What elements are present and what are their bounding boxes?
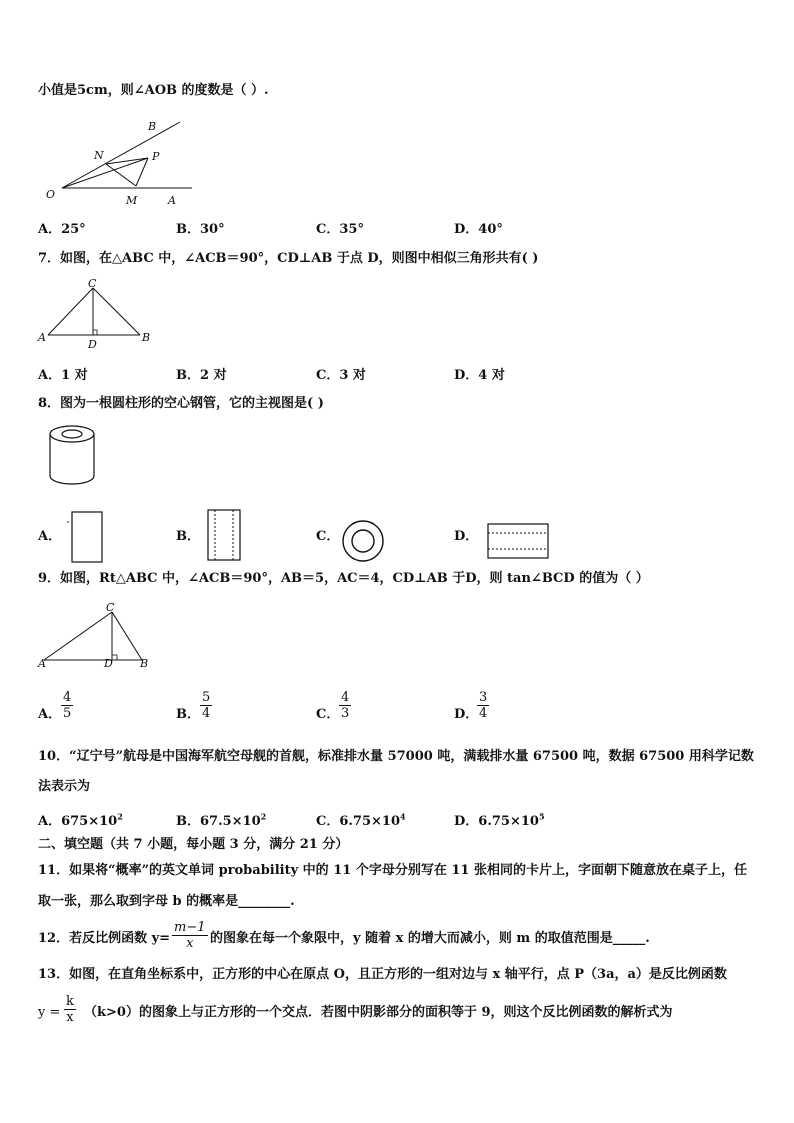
q7-label-A: A	[38, 331, 46, 344]
q11-line2: 取一张，那么取到字母 b 的概率是________.	[38, 894, 295, 909]
q8-option-d-rect-dashed	[484, 520, 554, 562]
q10-stem-line1: 10．“辽宁号”航母是中国海军航空母舰的首舰，标准排水量 57000 吨，满载排水量 67500 吨，数据 67500 用科学记数	[38, 749, 754, 764]
q8-pipe-figure	[44, 422, 104, 488]
q7-label-C: C	[88, 277, 97, 290]
q10-option-d: D．$6.75\times 10^5$	[454, 811, 545, 829]
q13-fraction: $\frac{k}{x}$	[66, 994, 74, 1025]
q9-option-d-fraction: $\frac{3}{4}$	[479, 690, 488, 721]
q13-line1: 13．如图，在直角坐标系中，正方形的中心在原点 O，且正方形的一组对边与 x 轴平行，点 P（3a，a）是反比例函数	[38, 967, 727, 982]
q8-option-b-letter: B．	[176, 529, 200, 544]
q7-label-B: B	[142, 331, 151, 344]
q7-option-b: B．2 对	[176, 368, 227, 383]
q12-fraction: $\frac{m-1}{x}$	[174, 920, 206, 951]
q6-label-P: P	[152, 150, 160, 163]
q6-figure	[40, 118, 210, 208]
q8-option-c-letter: C．	[316, 529, 340, 544]
q6-label-O: O	[46, 188, 56, 201]
q9-label-D: D	[104, 657, 113, 670]
q9-option-a-fraction: $\frac{4}{5}$	[63, 690, 72, 721]
q7-label-D: D	[88, 338, 97, 351]
q6-option-b: B．30°	[176, 222, 225, 237]
q6-option-d: D．40°	[454, 222, 503, 237]
q6-label-N: N	[94, 149, 104, 162]
q7-option-d: D．4 对	[454, 368, 505, 383]
q11-line1: 11．如果将“概率”的英文单词 probability 中的 11 个字母分别写在 11 张相同的卡片上，字面朝下随意放在桌子上，任	[38, 863, 747, 878]
q6-label-A: A	[168, 194, 176, 207]
q9-option-d-letter: D．	[454, 707, 479, 722]
q8-option-d-letter: D．	[454, 529, 479, 544]
q13-pre: y =	[38, 1005, 61, 1020]
section-heading: 二、填空题（共 7 小题，每小题 3 分，满分 21 分）	[38, 837, 349, 852]
q9-figure	[36, 602, 156, 672]
q7-option-c: C．3 对	[316, 368, 366, 383]
q8-option-b-rect-dashed	[204, 508, 244, 564]
q8-stem: 8．图为一根圆柱形的空心钢管，它的主视图是( )	[38, 396, 324, 411]
q8-option-a-rect	[66, 510, 106, 566]
q10-option-b: B．$67.5\times 10^2$	[176, 811, 267, 829]
q9-option-c-letter: C．	[316, 707, 340, 722]
q8-option-a-letter: A．	[38, 529, 62, 544]
q9-label-C: C	[106, 601, 115, 614]
q6-option-a: A．25°	[38, 222, 86, 237]
q8-option-c-ring	[340, 518, 390, 568]
q13-post: （k>0）的图象上与正方形的一个交点．若图中阴影部分的面积等于 9，则这个反比例函数的解析式为	[84, 1005, 673, 1020]
q6-option-c: C．35°	[316, 222, 364, 237]
q9-label-A: A	[38, 657, 46, 670]
q9-option-c-fraction: $\frac{4}{3}$	[341, 690, 350, 721]
q6-label-M: M	[126, 194, 138, 207]
q9-option-b-letter: B．	[176, 707, 200, 722]
q6-stem: 小值是5cm，则∠AOB 的度数是（ ）.	[38, 83, 269, 98]
q10-option-a: A．$675\times 10^2$	[38, 811, 123, 829]
q9-label-B: B	[140, 657, 149, 670]
q7-figure	[36, 278, 166, 350]
q12-pre: 12．若反比例函数 y=	[38, 931, 171, 946]
q10-stem-line2: 法表示为	[38, 779, 91, 794]
q9-option-a-letter: A．	[38, 707, 62, 722]
q6-label-B: B	[148, 120, 157, 133]
q7-stem: 7．如图，在△ABC 中，∠ACB＝90°，CD⊥AB 于点 D，则图中相似三角形共有( )	[38, 251, 539, 266]
q9-stem: 9．如图，Rt△ABC 中，∠ACB＝90°，AB＝5，AC＝4，CD⊥AB 于D，则 tan∠BCD 的值为（ ）	[38, 571, 649, 586]
q9-option-b-fraction: $\frac{5}{4}$	[202, 690, 211, 721]
q12-post: 的图象在每一个象限中，y 随着 x 的增大而减小，则 m 的取值范围是_____.	[210, 931, 650, 946]
q10-option-c: C．$6.75\times 10^4$	[316, 811, 406, 829]
q7-option-a: A．1 对	[38, 368, 88, 383]
